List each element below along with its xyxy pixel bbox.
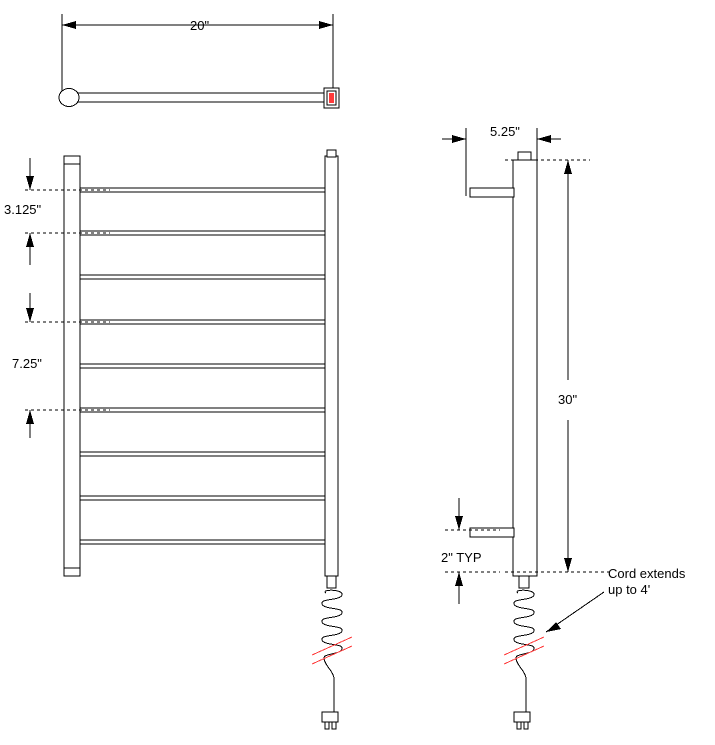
- side-view: [470, 152, 537, 576]
- front-view-cord-break: [312, 637, 352, 664]
- top-view-switch-indicator: [329, 93, 334, 103]
- dim-label-height: 30": [558, 392, 578, 407]
- dim-label-width-top: 20": [190, 18, 210, 33]
- dim-label-bar-spacing-top: 3.125": [4, 202, 42, 217]
- side-dim-30-line: [564, 160, 572, 572]
- side-view-cord: [514, 576, 534, 729]
- front-view-cord: [322, 576, 342, 729]
- top-view-bar: [59, 88, 339, 108]
- dim-label-depth: 5.25": [490, 124, 520, 139]
- side-view-cord-break: [504, 637, 544, 664]
- dim-label-standoff: 2" TYP: [441, 550, 482, 565]
- cord-note-leader: [546, 592, 604, 632]
- dim-label-bar-spacing-mid: 7.25": [12, 356, 42, 371]
- note-cord-line1: Cord extends: [608, 566, 686, 581]
- note-cord-line2: up to 4': [608, 582, 651, 597]
- front-view: [64, 150, 338, 576]
